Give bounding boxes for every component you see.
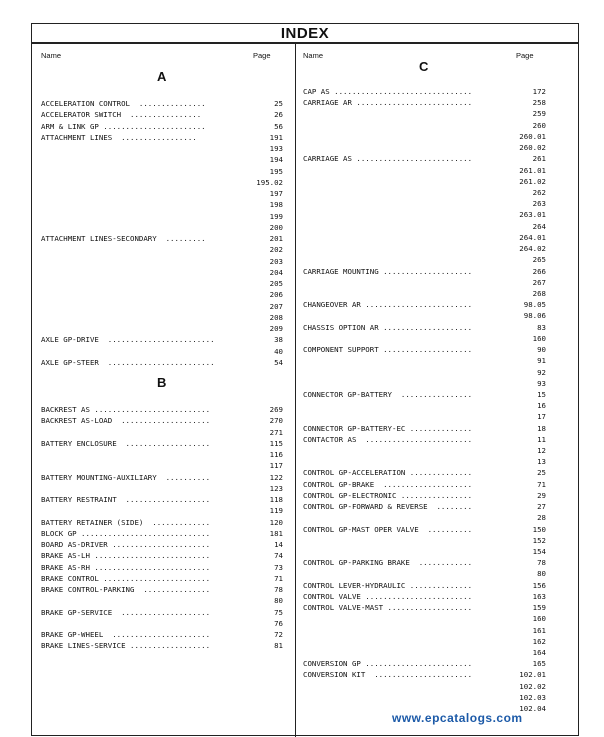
index-entry-name: BRAKE AS-RH .......................... xyxy=(41,562,211,572)
index-row xyxy=(303,187,546,198)
index-row xyxy=(303,692,546,703)
index-entry-page: 207 xyxy=(269,301,283,311)
index-row xyxy=(41,472,283,483)
index-entry-page: 208 xyxy=(269,312,283,322)
index-entry-page: 15 xyxy=(537,389,546,399)
index-entry-page: 18 xyxy=(537,423,546,433)
index-entry-name: CONTROL VALVE-MAST ................... xyxy=(303,603,473,613)
index-row xyxy=(303,299,546,310)
index-entry-page: 118 xyxy=(269,495,283,504)
index-row xyxy=(303,490,546,501)
index-entry-name: BRAKE LINES-SERVICE .................. xyxy=(41,641,211,651)
index-row xyxy=(41,573,283,584)
index-entry-page: 123 xyxy=(269,483,283,493)
index-entry-page: 209 xyxy=(269,324,283,333)
index-entry-name: CONTROL GP-MAST OPER VALVE .......... xyxy=(303,524,473,534)
index-row xyxy=(41,199,283,210)
index-entry-page: 261.02 xyxy=(519,176,546,186)
index-entry-page: 98.05 xyxy=(523,300,546,310)
index-entry-page: 265 xyxy=(532,255,546,265)
index-row xyxy=(41,334,283,345)
index-row xyxy=(303,344,546,355)
index-entry-name: CARRIAGE AR .......................... xyxy=(303,98,473,108)
index-entry-page: 54 xyxy=(274,357,283,367)
index-row xyxy=(41,289,283,300)
index-entry-page: 161 xyxy=(532,625,546,635)
index-row xyxy=(303,97,546,108)
index-entry-page: 72 xyxy=(274,630,283,639)
section-letter-b: B xyxy=(157,375,167,390)
index-row xyxy=(41,562,283,573)
index-entry-page: 28 xyxy=(537,513,546,523)
index-row xyxy=(303,389,546,400)
index-row xyxy=(303,467,546,478)
index-entry-name: BRAKE AS-LH .......................... xyxy=(41,551,211,561)
index-entry-page: 102.02 xyxy=(519,681,546,691)
index-entry-page: 204 xyxy=(269,267,283,277)
index-row xyxy=(303,108,546,119)
index-row xyxy=(41,550,283,561)
index-entry-page: 122 xyxy=(269,472,283,482)
index-row xyxy=(303,221,546,232)
index-row xyxy=(41,188,283,199)
index-row xyxy=(41,584,283,595)
index-row xyxy=(303,355,546,366)
index-entry-page: 199 xyxy=(269,211,283,221)
index-row xyxy=(303,131,546,142)
index-entry-page: 16 xyxy=(537,401,546,411)
index-entry-page: 116 xyxy=(269,450,283,459)
index-entry-page: 263.01 xyxy=(519,210,546,220)
index-entry-page: 91 xyxy=(537,356,546,366)
index-row xyxy=(303,456,546,467)
index-row xyxy=(303,86,546,97)
index-entry-page: 163 xyxy=(532,591,546,601)
index-row xyxy=(41,301,283,312)
index-row xyxy=(303,120,546,131)
index-entry-page: 76 xyxy=(274,618,283,628)
index-entry-name: BATTERY ENCLOSURE ................... xyxy=(41,438,211,448)
index-entry-page: 78 xyxy=(537,558,546,568)
index-row xyxy=(303,568,546,579)
index-entry-page: 27 xyxy=(537,502,546,512)
index-entry-page: 198 xyxy=(269,200,283,210)
index-entry-page: 80 xyxy=(274,596,283,606)
index-entry-page: 152 xyxy=(532,535,546,545)
index-entry-page: 160 xyxy=(532,333,546,343)
index-row xyxy=(303,479,546,490)
index-row xyxy=(303,322,546,333)
index-row xyxy=(41,121,283,132)
index-entry-page: 172 xyxy=(532,87,546,96)
index-row xyxy=(303,288,546,299)
right-page-header: Page xyxy=(516,51,534,60)
index-entry-page: 270 xyxy=(269,416,283,426)
index-row xyxy=(303,400,546,411)
index-entry-name: BACKREST AS-LOAD .................... xyxy=(41,416,211,426)
index-row xyxy=(41,323,283,334)
index-row xyxy=(41,166,283,177)
index-entry-page: 154 xyxy=(532,547,546,557)
index-row xyxy=(41,346,283,357)
index-entry-page: 80 xyxy=(537,569,546,579)
index-row xyxy=(41,427,283,438)
index-entry-name: BRAKE CONTROL-PARKING ............... xyxy=(41,585,211,594)
index-entry-name: COMPONENT SUPPORT .................... xyxy=(303,345,473,355)
index-entry-name: ARM & LINK GP ....................... xyxy=(41,121,206,131)
watermark: www.epcatalogs.com xyxy=(392,711,523,725)
index-frame xyxy=(31,23,579,736)
index-entry-page: 201 xyxy=(269,234,283,243)
index-row xyxy=(303,625,546,636)
index-entry-name: AXLE GP-STEER ........................ xyxy=(41,357,215,367)
index-row xyxy=(41,109,283,120)
index-entry-page: 117 xyxy=(269,461,283,471)
index-row xyxy=(41,256,283,267)
index-entry-page: 264 xyxy=(532,221,546,231)
index-row xyxy=(41,539,283,550)
index-row xyxy=(303,277,546,288)
index-entry-page: 203 xyxy=(269,256,283,266)
index-entry-page: 267 xyxy=(532,277,546,287)
index-row xyxy=(41,483,283,494)
index-entry-name: CAP AS ............................... xyxy=(303,87,473,96)
page-title: INDEX xyxy=(32,24,578,44)
index-entry-page: 71 xyxy=(274,573,283,583)
index-row xyxy=(303,524,546,535)
index-row xyxy=(303,165,546,176)
index-entry-page: 264.01 xyxy=(519,232,546,242)
index-entry-page: 258 xyxy=(532,98,546,108)
index-row xyxy=(41,505,283,516)
index-entry-page: 195.02 xyxy=(256,177,283,187)
index-row xyxy=(303,681,546,692)
index-entry-page: 17 xyxy=(537,412,546,422)
index-entry-page: 71 xyxy=(537,479,546,489)
index-entry-name: CONTACTOR AS ........................ xyxy=(303,434,473,444)
index-row xyxy=(41,312,283,323)
index-row xyxy=(41,98,283,109)
index-entry-name: BLOCK GP ............................. xyxy=(41,528,211,538)
index-entry-name: CONVERSION GP ........................ xyxy=(303,659,473,669)
index-row xyxy=(303,142,546,153)
index-entry-page: 40 xyxy=(274,346,283,356)
index-entry-name: CONVERSION KIT ...................... xyxy=(303,670,473,680)
index-row xyxy=(41,607,283,618)
index-row xyxy=(303,535,546,546)
index-row xyxy=(41,595,283,606)
index-entry-page: 13 xyxy=(537,457,546,467)
index-row xyxy=(41,222,283,233)
index-entry-page: 261.01 xyxy=(519,165,546,175)
index-row xyxy=(303,434,546,445)
index-entry-name: BACKREST AS .......................... xyxy=(41,405,211,414)
index-row xyxy=(303,602,546,613)
index-entry-page: 90 xyxy=(537,345,546,355)
index-entry-page: 181 xyxy=(269,528,283,538)
index-row xyxy=(303,647,546,658)
index-row xyxy=(303,546,546,557)
index-row xyxy=(41,278,283,289)
index-entry-name: CONTROL GP-PARKING BRAKE ............ xyxy=(303,558,473,568)
index-entry-page: 73 xyxy=(274,562,283,572)
index-row xyxy=(303,243,546,254)
left-page-header: Page xyxy=(253,51,271,60)
index-entry-page: 102.01 xyxy=(519,670,546,680)
index-row xyxy=(41,404,283,415)
index-entry-name: BOARD AS-DRIVER ...................... xyxy=(41,540,211,549)
index-entry-page: 11 xyxy=(537,434,546,444)
index-entry-page: 38 xyxy=(274,335,283,345)
index-entry-page: 78 xyxy=(274,585,283,594)
index-entry-page: 263 xyxy=(532,199,546,209)
index-row xyxy=(303,153,546,164)
index-row xyxy=(303,658,546,669)
index-entry-page: 205 xyxy=(269,279,283,288)
index-row xyxy=(303,310,546,321)
index-row xyxy=(303,580,546,591)
index-row xyxy=(303,232,546,243)
index-row xyxy=(303,669,546,680)
index-row xyxy=(303,266,546,277)
index-entry-name: CONNECTOR GP-BATTERY-EC .............. xyxy=(303,423,473,433)
index-entry-page: 165 xyxy=(532,659,546,669)
index-row xyxy=(303,378,546,389)
index-entry-page: 259 xyxy=(532,109,546,119)
index-entry-page: 102.03 xyxy=(519,692,546,702)
index-entry-page: 262 xyxy=(532,187,546,197)
index-entry-page: 25 xyxy=(537,468,546,478)
index-row xyxy=(303,198,546,209)
index-row xyxy=(303,423,546,434)
index-entry-name: AXLE GP-DRIVE ........................ xyxy=(41,335,215,345)
index-row xyxy=(41,640,283,651)
index-row xyxy=(41,132,283,143)
index-entry-page: 268 xyxy=(532,288,546,298)
index-entry-name: CARRIAGE AS .......................... xyxy=(303,154,473,164)
index-entry-page: 120 xyxy=(269,517,283,527)
index-entry-page: 200 xyxy=(269,222,283,232)
index-row xyxy=(41,211,283,222)
index-row xyxy=(41,244,283,255)
index-row xyxy=(41,460,283,471)
index-entry-page: 271 xyxy=(269,427,283,437)
right-name-header: Name xyxy=(303,51,324,60)
index-row xyxy=(303,445,546,456)
index-entry-name: ATTACHMENT LINES-SECONDARY ......... xyxy=(41,234,206,243)
index-entry-page: 261 xyxy=(532,154,546,164)
index-row xyxy=(303,613,546,624)
index-entry-page: 197 xyxy=(269,189,283,198)
index-entry-page: 269 xyxy=(269,405,283,414)
index-entry-page: 25 xyxy=(274,99,283,108)
index-row xyxy=(41,449,283,460)
index-entry-name: CONTROL GP-ACCELERATION .............. xyxy=(303,468,473,478)
index-row xyxy=(41,517,283,528)
index-row xyxy=(41,154,283,165)
index-entry-page: 206 xyxy=(269,290,283,300)
index-entry-name: CONTROL GP-ELECTRONIC ................ xyxy=(303,490,473,500)
index-entry-page: 264.02 xyxy=(519,244,546,254)
section-letter-c: C xyxy=(419,59,429,74)
index-entry-name: CARRIAGE MOUNTING .................... xyxy=(303,266,473,276)
index-row xyxy=(41,177,283,188)
index-entry-name: CHASSIS OPTION AR .................... xyxy=(303,322,473,332)
index-entry-page: 160 xyxy=(532,614,546,624)
index-entry-page: 12 xyxy=(537,446,546,456)
index-row xyxy=(303,501,546,512)
index-entry-name: CONTROL GP-BRAKE .................... xyxy=(303,479,473,489)
index-entry-page: 102.04 xyxy=(519,704,546,714)
index-entry-name: ACCELERATION CONTROL ............... xyxy=(41,99,206,108)
index-entry-page: 164 xyxy=(532,648,546,657)
index-entry-page: 260 xyxy=(532,120,546,130)
index-entry-page: 56 xyxy=(274,121,283,131)
index-entry-page: 75 xyxy=(274,607,283,617)
index-row xyxy=(41,233,283,244)
index-row xyxy=(41,618,283,629)
index-entry-name: CONNECTOR GP-BATTERY ................ xyxy=(303,389,473,399)
left-name-header: Name xyxy=(41,51,62,60)
index-entry-page: 150 xyxy=(532,524,546,534)
index-entry-name: CONTROL VALVE ........................ xyxy=(303,591,473,601)
index-entry-page: 98.06 xyxy=(523,311,546,321)
index-entry-name: BATTERY RETAINER (SIDE) ............. xyxy=(41,517,211,527)
section-letter-a: A xyxy=(157,69,167,84)
index-entry-page: 193 xyxy=(269,144,283,153)
index-entry-page: 159 xyxy=(532,603,546,613)
index-entry-page: 14 xyxy=(274,540,283,549)
index-row xyxy=(303,557,546,568)
index-entry-page: 26 xyxy=(274,110,283,120)
index-row xyxy=(303,333,546,344)
index-row xyxy=(303,591,546,602)
index-row xyxy=(41,267,283,278)
index-entry-page: 260.01 xyxy=(519,131,546,141)
index-row xyxy=(303,636,546,647)
index-row xyxy=(41,415,283,426)
index-entry-name: ACCELERATOR SWITCH ................ xyxy=(41,110,202,120)
index-entry-name: BATTERY RESTRAINT ................... xyxy=(41,495,211,504)
index-entry-page: 81 xyxy=(274,641,283,651)
index-row xyxy=(303,367,546,378)
index-entry-page: 191 xyxy=(269,132,283,142)
index-entry-page: 92 xyxy=(537,367,546,377)
index-entry-page: 115 xyxy=(269,438,283,448)
index-entry-name: BRAKE GP-SERVICE .................... xyxy=(41,607,211,617)
index-row xyxy=(303,176,546,187)
index-entry-name: ATTACHMENT LINES ................. xyxy=(41,132,197,142)
index-entry-name: BRAKE GP-WHEEL ...................... xyxy=(41,630,211,639)
index-entry-name: CONTROL GP-FORWARD & REVERSE ........ xyxy=(303,502,473,512)
index-entry-page: 83 xyxy=(537,322,546,332)
index-entry-page: 260.02 xyxy=(519,143,546,153)
index-entry-page: 74 xyxy=(274,551,283,561)
index-entry-page: 195 xyxy=(269,166,283,176)
index-row xyxy=(41,528,283,539)
column-divider xyxy=(295,44,296,737)
index-entry-page: 29 xyxy=(537,490,546,500)
index-row xyxy=(303,512,546,523)
index-entry-name: BRAKE CONTROL ........................ xyxy=(41,573,211,583)
index-entry-page: 156 xyxy=(532,580,546,590)
index-entry-page: 162 xyxy=(532,636,546,646)
index-entry-name: CONTROL LEVER-HYDRAULIC .............. xyxy=(303,580,473,590)
index-entry-name: CHANGEOVER AR ........................ xyxy=(303,300,473,310)
index-entry-page: 194 xyxy=(269,155,283,165)
index-row xyxy=(41,629,283,640)
index-row xyxy=(303,209,546,220)
index-entry-name: BATTERY MOUNTING-AUXILIARY .......... xyxy=(41,472,211,482)
index-entry-page: 266 xyxy=(532,266,546,276)
index-entry-page: 119 xyxy=(269,506,283,516)
index-row xyxy=(303,254,546,265)
index-entry-page: 202 xyxy=(269,245,283,255)
index-row xyxy=(41,438,283,449)
index-row xyxy=(41,494,283,505)
index-row xyxy=(41,357,283,368)
index-row xyxy=(303,411,546,422)
index-entry-page: 93 xyxy=(537,378,546,388)
index-row xyxy=(41,143,283,154)
